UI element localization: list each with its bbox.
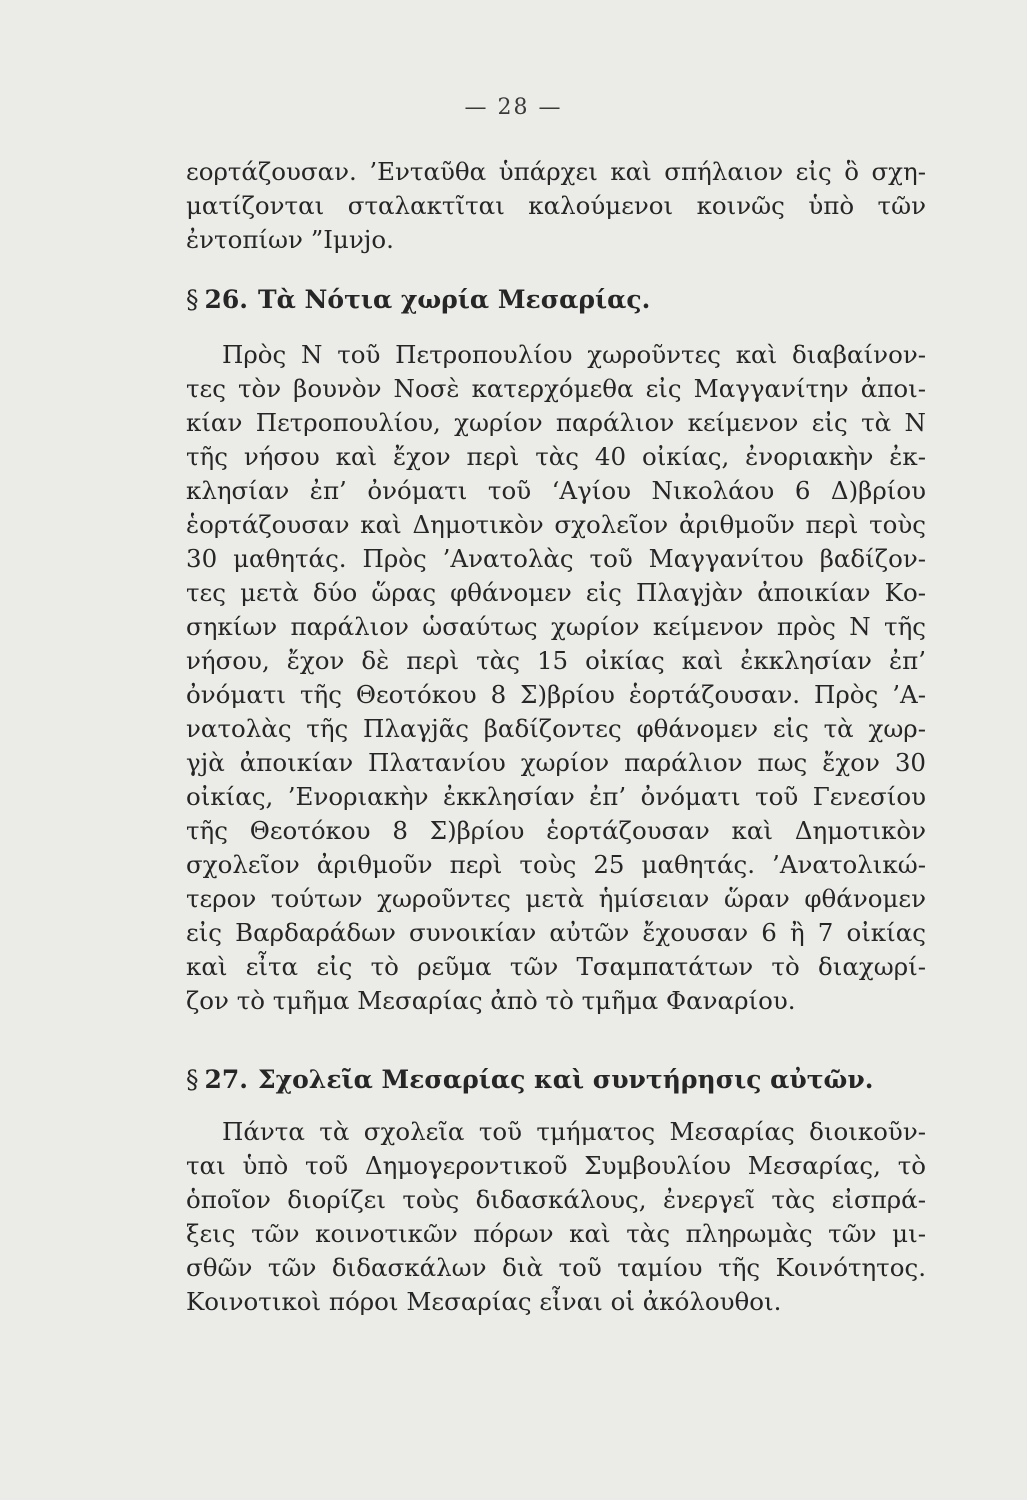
- text-line: κλησίαν ἐπ’ ὀνόματι τοῦ ‘Αγίου Νικολάου 6 Δ)βρίου: [186, 476, 926, 505]
- text-line: ἑορτάζουσαν καὶ Δημοτικὸν σχολεῖον ἀριθμοῦν περὶ τοὺς: [186, 510, 926, 539]
- text-line: σχολεῖον ἀριθμοῦν περὶ τοὺς 25 μαθητάς. ’Ανατολικώ-: [186, 850, 926, 879]
- text-line: γjὰ ἀποικίαν Πλατανίου χωρίον παράλιον πως ἔχον 30: [186, 748, 926, 777]
- page-number: — 28 —: [464, 95, 563, 120]
- text-line: τες τὸν βουνὸν Νοσὲ κατερχόμεθα εἰς Μαγγανίτην ἀποι-: [186, 374, 926, 403]
- text-line: εἰς Βαρδαράδων συνοικίαν αὐτῶν ἔχουσαν 6 ἢ 7 οἰκίας: [186, 918, 926, 947]
- text-line: οἰκίας, ’Ενοριακὴν ἐκκλησίαν ἐπ’ ὀνόματι τοῦ Γενεσίου: [186, 782, 926, 811]
- text-line: τες μετὰ δύο ὥρας φθάνομεν εἰς Πλαγjὰν ἀποικίαν Κο-: [186, 578, 926, 607]
- text-line: Πάντα τὰ σχολεῖα τοῦ τμήματος Μεσαρίας διοικοῦν-: [222, 1117, 926, 1146]
- text-line: ζον τὸ τμῆμα Μεσαρίας ἀπὸ τὸ τμῆμα Φαναρίου.: [186, 986, 796, 1015]
- text-line: τῆς Θεοτόκου 8 Σ)βρίου ἑορτάζουσαν καὶ Δημοτικὸν: [186, 816, 926, 845]
- text-line: ται ὑπὸ τοῦ Δημογεροντικοῦ Συμβουλίου Μεσαρίας, τὸ: [186, 1151, 926, 1180]
- text-line: ξεις τῶν κοινοτικῶν πόρων καὶ τὰς πληρωμὰς τῶν μι-: [186, 1219, 926, 1248]
- section-number: 27.: [204, 1065, 248, 1094]
- text-line: 30 μαθητάς. Πρὸς ’Ανατολὰς τοῦ Μαγγανίτου βαδίζον-: [186, 544, 926, 573]
- paragraph-southern-villages: [186, 338, 926, 1018]
- text-line: εορτάζουσαν. ’Ενταῦθα ὑπάρχει καὶ σπήλαιον εἰς ὃ σχη-: [186, 157, 926, 186]
- text-line: ὁποῖον διορίζει τοὺς διδασκάλους, ἐνεργεῖ τὰς εἰσπρά-: [186, 1185, 926, 1214]
- text-line: Πρὸς Ν τοῦ Πετροπουλίου χωροῦντες καὶ διαβαίνον-: [222, 340, 926, 369]
- section-heading-27: [186, 1063, 926, 1097]
- paragraph-schools: [186, 1115, 926, 1319]
- text-line: νατολὰς τῆς Πλαγjᾶς βαδίζοντες φθάνομεν εἰς τὰ χωρ-: [186, 714, 926, 743]
- section-title: Σχολεῖα Μεσαρίας καὶ συντήρησις αὐτῶν.: [258, 1065, 874, 1094]
- text-line: καὶ εἶτα εἰς τὸ ρεῦμα τῶν Τσαμπατάτων τὸ διαχωρί-: [186, 952, 926, 981]
- text-line: σθῶν τῶν διδασκάλων διὰ τοῦ ταμίου τῆς Κοινότητος.: [186, 1253, 926, 1282]
- section-symbol: §: [186, 1065, 199, 1094]
- text-line: ματίζονται σταλακτῖται καλούμενοι κοινῶς ὑπὸ τῶν: [186, 191, 926, 220]
- text-line: Κοινοτικοὶ πόροι Μεσαρίας εἶναι οἱ ἀκόλουθοι.: [186, 1287, 782, 1316]
- text-line: σηκίων παράλιον ὡσαύτως χωρίον κείμενον πρὸς Ν τῆς: [186, 612, 926, 641]
- paragraph-continuation: [186, 155, 926, 257]
- text-line: τῆς νήσου καὶ ἔχον περὶ τὰς 40 οἰκίας, ἐνοριακὴν ἐκ-: [186, 442, 926, 471]
- text-line: τερον τούτων χωροῦντες μετὰ ἡμίσειαν ὥραν φθάνομεν: [186, 884, 926, 913]
- section-symbol: §: [186, 285, 199, 314]
- section-number: 26.: [204, 285, 248, 314]
- text-line: νήσου, ἔχον δὲ περὶ τὰς 15 οἰκίας καὶ ἐκκλησίαν ἐπ’: [186, 646, 926, 675]
- text-line: ὀνόματι τῆς Θεοτόκου 8 Σ)βρίου ἑορτάζουσαν. Πρὸς ’Α-: [186, 680, 926, 709]
- text-line: ἐντοπίων ”Ιμνjο.: [186, 225, 394, 254]
- section-heading-26: [186, 283, 926, 317]
- text-line: κίαν Πετροπουλίου, χωρίον παράλιον κείμενον εἰς τὰ Ν: [186, 408, 926, 437]
- section-title: Τὰ Νότια χωρία Μεσαρίας.: [258, 285, 651, 314]
